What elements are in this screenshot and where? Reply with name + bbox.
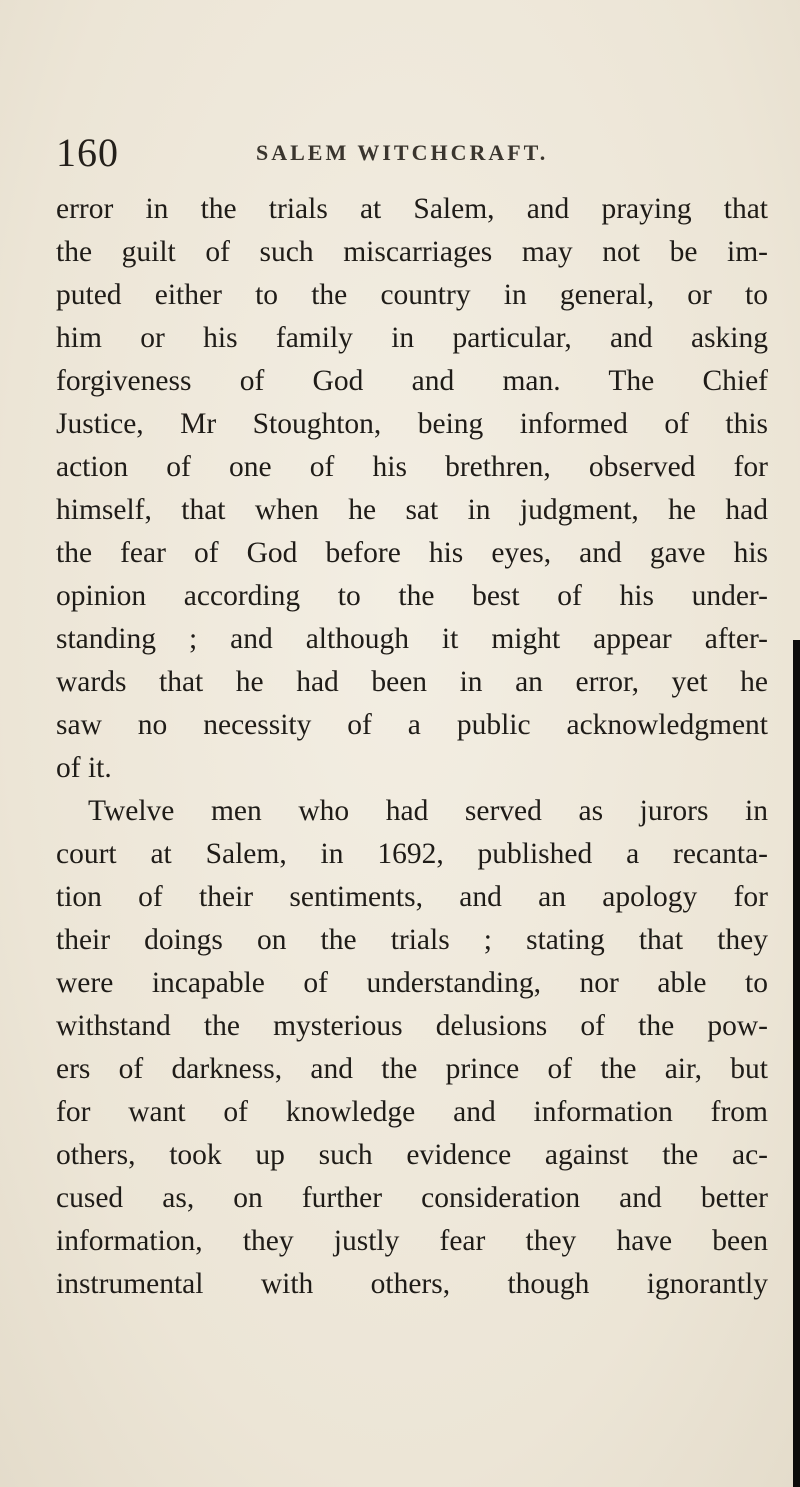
text-line: court at Salem, in 1692, published a recanta- <box>56 838 768 870</box>
running-title: SALEM WITCHCRAFT. <box>256 140 549 165</box>
text-line: for want of knowledge and information from <box>56 1096 768 1128</box>
text-line: were incapable of understanding, nor able to <box>56 967 768 999</box>
text-line: himself, that when he sat in judgment, he had <box>56 494 768 526</box>
text-line: their doings on the trials ; stating that they <box>56 924 768 956</box>
body-text <box>56 188 768 1306</box>
text-line: action of one of his brethren, observed for <box>56 451 768 483</box>
text-line: him or his family in particular, and asking <box>56 322 768 354</box>
text-line: standing ; and although it might appear after- <box>56 623 768 655</box>
text-line: information, they justly fear they have been <box>56 1225 768 1257</box>
page-edge-shadow <box>793 640 800 1487</box>
paragraph-start-line: Twelve men who had served as jurors in <box>88 795 768 827</box>
text-line: tion of their sentiments, and an apology for <box>56 881 768 913</box>
text-line: instrumental with others, though ignorantly <box>56 1268 768 1300</box>
text-line: saw no necessity of a public acknowledgment <box>56 709 768 741</box>
paragraph-end-line: of it. <box>56 752 112 784</box>
text-line: withstand the mysterious delusions of the pow- <box>56 1010 768 1042</box>
text-line: Justice, Mr Stoughton, being informed of this <box>56 408 768 440</box>
text-line: error in the trials at Salem, and praying that <box>56 193 768 225</box>
text-line: opinion according to the best of his under- <box>56 580 768 612</box>
page-header <box>56 128 756 178</box>
text-line: ers of darkness, and the prince of the air, but <box>56 1053 768 1085</box>
text-line: wards that he had been in an error, yet he <box>56 666 768 698</box>
text-line: others, took up such evidence against the ac- <box>56 1139 768 1171</box>
text-line: cused as, on further consideration and better <box>56 1182 768 1214</box>
text-line: forgiveness of God and man. The Chief <box>56 365 768 397</box>
text-line: the guilt of such miscarriages may not be im- <box>56 236 768 268</box>
page-number: 160 <box>56 130 119 175</box>
text-line: puted either to the country in general, or to <box>56 279 768 311</box>
text-line: the fear of God before his eyes, and gave his <box>56 537 768 569</box>
